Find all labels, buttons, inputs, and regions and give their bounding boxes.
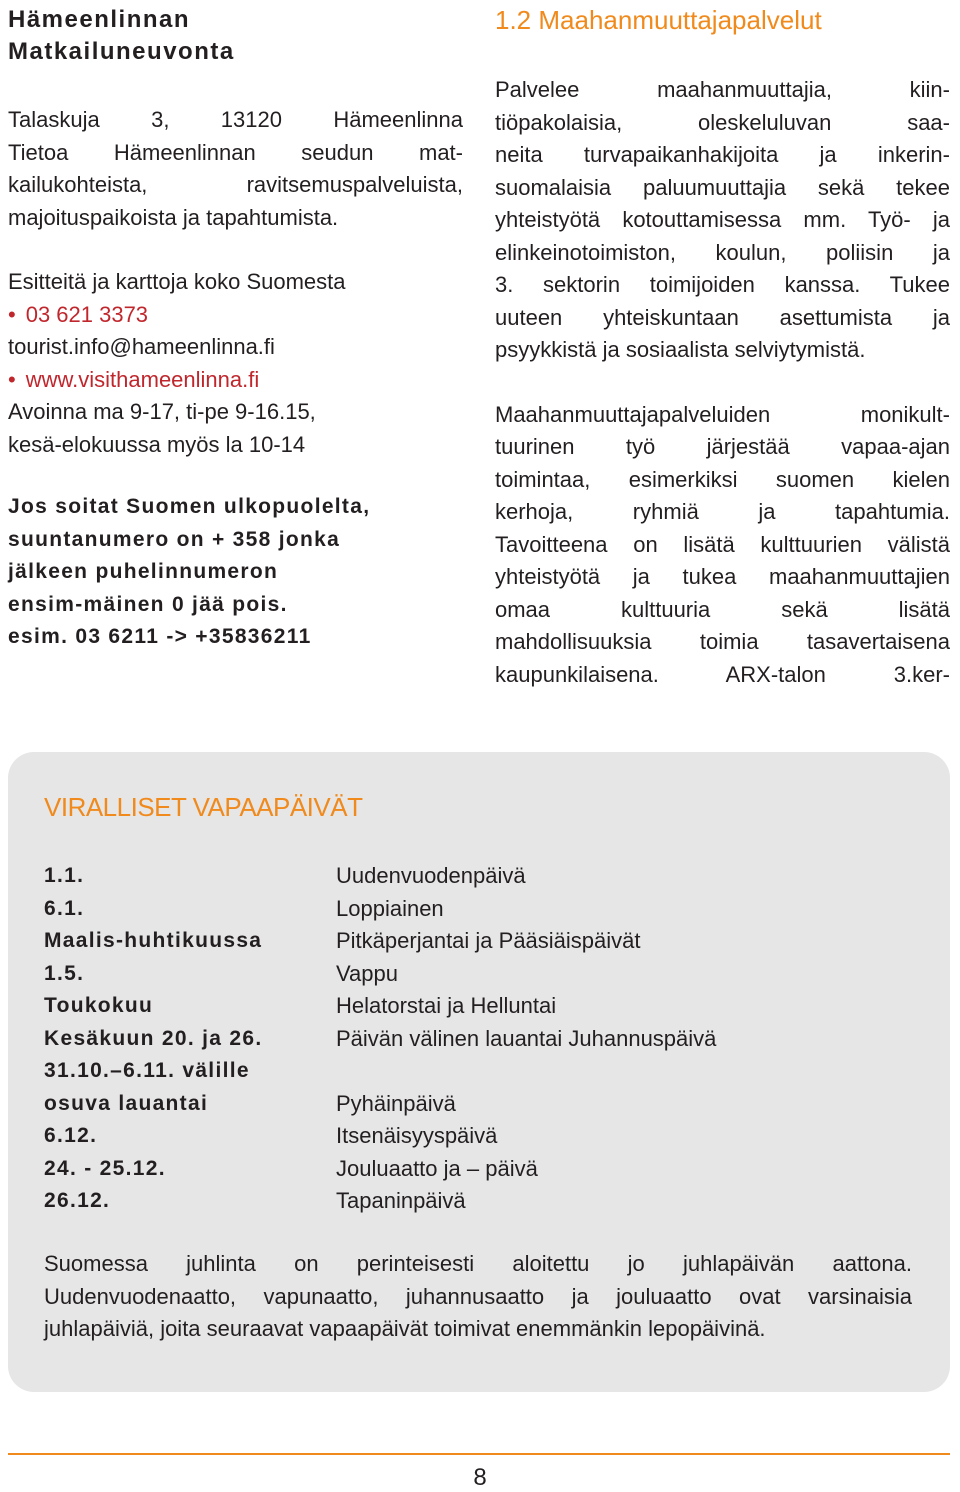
holidays-panel — [8, 752, 950, 1392]
para2-line: kaupunkilaisena. ARX-talon 3.ker- — [495, 661, 950, 687]
services-paragraph-1 — [495, 74, 950, 367]
abroad-note-line-4: ensim-mäinen 0 jää pois. — [8, 592, 288, 616]
phone-link[interactable]: 03 621 3373 — [25, 301, 149, 327]
para2-line: tuurinen työ järjestää vapaa-ajan — [495, 434, 950, 459]
holiday-row — [44, 990, 924, 1023]
abroad-note-line-3: jälkeen puhelinnumeron — [8, 560, 279, 583]
note-line: Uudenvuodenaatto, vapunaatto, juhannusaatto ja jouluaatto ovat varsinaisia — [44, 1283, 912, 1309]
services-paragraph-2 — [495, 399, 950, 692]
holidays-title: VIRALLISET VAPAAPÄIVÄT — [44, 792, 363, 822]
maps-text: Esitteitä ja karttoja koko Suomesta — [8, 269, 346, 294]
tourist-info-column — [8, 0, 463, 654]
intro-line-1: Tietoa Hämeenlinnan seudun mat- — [8, 139, 463, 165]
para1-line: uuteen yhteiskuntaan asettumista ja — [495, 304, 950, 330]
para2-line: yhteistyötä ja tukea maahanmuuttajien — [495, 564, 950, 589]
holiday-name: Päivän välinen lauantai Juhannuspäivä — [336, 1025, 717, 1051]
website-link[interactable]: www.visithameenlinna.fi — [25, 366, 260, 392]
section-heading: 1.2 Maahanmuuttajapalvelut — [495, 5, 822, 35]
bullet-icon: • — [8, 301, 16, 327]
holiday-name: Itsenäisyyspäivä — [336, 1123, 498, 1148]
bullet-icon: • — [8, 366, 16, 392]
para2-line: mahdollisuuksia toimia tasavertaisena — [495, 629, 950, 654]
para1-line: 3. sektorin toimijoiden kanssa. Tukee — [495, 272, 950, 297]
abroad-note-line-5: esim. 03 6211 -> +35836211 — [8, 625, 312, 648]
holiday-row — [44, 860, 924, 893]
holiday-name: Jouluaatto ja – päivä — [336, 1155, 538, 1181]
para2-line: Maahanmuuttajapalveluiden monikult- — [495, 401, 950, 427]
org-title-line-1: Hämeenlinnan — [8, 6, 191, 33]
para1-line: elinkeinotoimiston, koulun, poliisin ja — [495, 239, 950, 265]
holiday-row — [44, 1185, 924, 1218]
email-link[interactable]: tourist.info@hameenlinna.fi — [8, 334, 275, 359]
holiday-row — [44, 893, 924, 926]
footer-divider — [8, 1453, 950, 1455]
services-block — [8, 266, 463, 461]
phone-row — [8, 299, 463, 332]
page-number: 8 — [473, 1464, 487, 1491]
para2-line: kerhoja, ryhmiä ja tapahtumia. — [495, 499, 950, 524]
para1-line: Palvelee maahanmuuttajia, kiin- — [495, 77, 950, 102]
holiday-row — [44, 1153, 924, 1186]
holidays-table — [44, 860, 924, 1218]
holiday-date: Maalis-huhtikuussa — [44, 929, 263, 952]
holiday-name: Pyhäinpäivä — [336, 1090, 456, 1116]
holidays-note — [44, 1248, 912, 1346]
intro-line-2: kailukohteista, ravitsemuspalveluista, — [8, 172, 463, 197]
holiday-row — [44, 1088, 924, 1121]
holiday-date: 1.5. — [44, 961, 85, 985]
holiday-name: Tapaninpäivä — [336, 1188, 466, 1213]
para1-line: yhteistyötä kotouttamisessa mm. Työ- ja — [495, 207, 950, 232]
para1-line: suomalaisia paluumuuttajia sekä tekee — [495, 174, 950, 200]
holiday-row — [44, 1120, 924, 1153]
holiday-name: Pitkäperjantai ja Pääsiäispäivät — [336, 928, 641, 953]
para2-line: Tavoitteena on lisätä kulttuurien välistä — [495, 531, 950, 557]
holiday-date: 1.1. — [44, 864, 85, 887]
para1-line: neita turvapaikanhakijoita ja inkerin- — [495, 142, 950, 167]
holiday-name — [336, 1055, 924, 1088]
holiday-date: 6.1. — [44, 896, 85, 920]
holiday-date: Kesäkuun 20. ja 26. — [44, 1026, 263, 1050]
para1-line: psyykkistä ja sosiaalista selviytymistä. — [495, 337, 866, 362]
holiday-name: Loppiainen — [336, 895, 444, 921]
holiday-row — [44, 1055, 924, 1088]
hours-line-1: Avoinna ma 9-17, ti-pe 9-16.15, — [8, 399, 316, 424]
holiday-name: Helatorstai ja Helluntai — [336, 993, 557, 1018]
holiday-date: 24. - 25.12. — [44, 1156, 166, 1180]
holiday-row — [44, 1023, 924, 1056]
org-title — [8, 4, 463, 68]
address: Talaskuja 3, 13120 Hämeenlinna — [8, 107, 463, 132]
immigrant-services-column — [495, 0, 950, 691]
holiday-date: Toukokuu — [44, 994, 154, 1017]
holiday-row — [44, 925, 924, 958]
holiday-name: Uudenvuodenpäivä — [336, 863, 526, 888]
org-title-line-2: Matkailuneuvonta — [8, 38, 235, 65]
holiday-name: Vappu — [336, 960, 398, 986]
contact-block — [8, 104, 463, 234]
para1-line: tiöpakolaisia, oleskeluluvan saa- — [495, 109, 950, 135]
holiday-row — [44, 958, 924, 991]
hours-line-2: kesä-elokuussa myös la 10-14 — [8, 431, 306, 457]
abroad-note-line-1: Jos soitat Suomen ulkopuolelta, — [8, 495, 371, 518]
note-line: juhlapäiviä, joita seuraavat vapaapäivät toimivat enemmänkin lepopäivinä. — [44, 1316, 766, 1341]
para2-line: toimintaa, esimerkiksi suomen kielen — [495, 466, 950, 492]
abroad-note-line-2: suuntanumero on + 358 jonka — [8, 527, 341, 551]
holiday-date: 31.10.–6.11. välille — [44, 1059, 250, 1082]
holiday-date: 6.12. — [44, 1124, 98, 1147]
holiday-date: osuva lauantai — [44, 1091, 209, 1115]
abroad-note — [8, 491, 463, 654]
intro-line-3: majoituspaikoista ja tapahtumista. — [8, 204, 339, 230]
note-line: Suomessa juhlinta on perinteisesti aloitettu jo juhlapäivän aattona. — [44, 1251, 912, 1276]
website-row — [8, 364, 463, 397]
holiday-date: 26.12. — [44, 1189, 111, 1212]
para2-line: omaa kulttuuria sekä lisätä — [495, 596, 950, 622]
